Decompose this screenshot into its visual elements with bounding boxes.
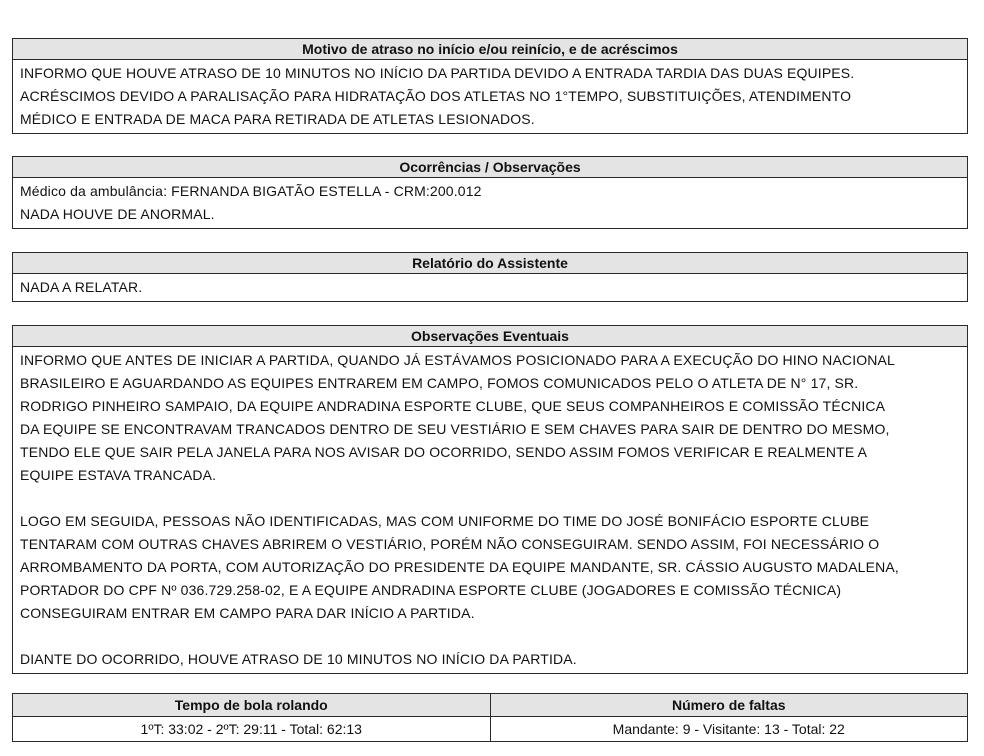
delay-reason-line: ACRÉSCIMOS DEVIDO A PARALISAÇÃO PARA HIDRATAÇÃO DOS ATLETAS NO 1°TEMPO, SUBSTITUIÇÕES, ATENDIMENTO xyxy=(20,88,852,104)
delay-reason-line: MÉDICO E ENTRADA DE MACA PARA RETIRADA DE ATLETAS LESIONADOS. xyxy=(20,111,535,127)
eventual-observations-title: Observações Eventuais xyxy=(13,326,967,347)
ball-in-play-column xyxy=(13,694,490,741)
observation-line: RODRIGO PINHEIRO SAMPAIO, DA EQUIPE ANDRADINA ESPORTE CLUBE, QUE SEUS COMPANHEIROS E COMISSÃO TÉCNICA xyxy=(20,398,886,414)
fouls-column xyxy=(490,694,968,741)
assistant-report-line: NADA A RELATAR. xyxy=(20,279,143,295)
observation-line: ARROMBAMENTO DA PORTA, COM AUTORIZAÇÃO DO PRESIDENTE DA EQUIPE MANDANTE, SR. CÁSSIO AUGUSTO MADALENA, xyxy=(20,559,899,575)
paragraph-spacer xyxy=(20,487,960,510)
assistant-report-body xyxy=(13,274,967,301)
delay-reason-body xyxy=(13,60,967,133)
occurrences-body xyxy=(13,178,967,228)
observation-line: TENDO ELE QUE SAIR PELA JANELA PARA NOS AVISAR DO OCORRIDO, SENDO ASSIM FOMOS VERIFICAR E REALMENTE A xyxy=(20,444,868,460)
occurrences-section xyxy=(12,156,968,229)
observation-line: CONSEGUIRAM ENTRAR EM CAMPO PARA DAR INÍCIO A PARTIDA. xyxy=(20,605,475,621)
delay-reason-line: INFORMO QUE HOUVE ATRASO DE 10 MINUTOS NO INÍCIO DA PARTIDA DEVIDO A ENTRADA TARDIA DAS DUAS EQUIPES. xyxy=(20,65,855,81)
delay-reason-title: Motivo de atraso no início e/ou reinício, e de acréscimos xyxy=(13,39,967,60)
fouls-title: Número de faltas xyxy=(491,694,968,717)
paragraph-spacer xyxy=(20,625,960,648)
ball-in-play-value: 1ºT: 33:02 - 2ºT: 29:11 - Total: 62:13 xyxy=(140,721,362,737)
observation-line: PORTADOR DO CPF Nº 036.729.258-02, E A EQUIPE ANDRADINA ESPORTE CLUBE (JOGADORES E COMISSÃO TÉCNICA) xyxy=(20,582,842,598)
eventual-observations-section xyxy=(12,325,968,674)
match-summary-table xyxy=(12,693,968,742)
observation-line: LOGO EM SEGUIDA, PESSOAS NÃO IDENTIFICADAS, MAS COM UNIFORME DO TIME DO JOSÉ BONIFÁCIO ESPORTE CLUBE xyxy=(20,513,870,529)
delay-reason-section xyxy=(12,38,968,134)
fouls-value: Mandante: 9 - Visitante: 13 - Total: 22 xyxy=(612,721,845,737)
occurrences-title: Ocorrências / Observações xyxy=(13,157,967,178)
ball-in-play-title: Tempo de bola rolando xyxy=(13,694,490,717)
observation-line: EQUIPE ESTAVA TRANCADA. xyxy=(20,467,217,483)
observation-line: DA EQUIPE SE ENCONTRAVAM TRANCADOS DENTRO DE SEU VESTIÁRIO E SEM CHAVES PARA SAIR DE DENTRO DO MESMO, xyxy=(20,421,890,437)
observation-line: INFORMO QUE ANTES DE INICIAR A PARTIDA, QUANDO JÁ ESTÁVAMOS POSICIONADO PARA A EXECUÇÃO DO HINO NACIONAL xyxy=(20,352,895,368)
observation-line: TENTARAM COM OUTRAS CHAVES ABRIREM O VESTIÁRIO, PORÉM NÃO CONSEGUIRAM. SENDO ASSIM, FOI NECESSÁRIO O xyxy=(20,536,880,552)
assistant-report-section xyxy=(12,252,968,302)
observation-line: BRASILEIRO E AGUARDANDO AS EQUIPES ENTRAREM EM CAMPO, FOMOS COMUNICADOS PELO O ATLETA DE N° 17, SR. xyxy=(20,375,859,391)
assistant-report-title: Relatório do Assistente xyxy=(13,253,967,274)
observation-line: DIANTE DO OCORRIDO, HOUVE ATRASO DE 10 MINUTOS NO INÍCIO DA PARTIDA. xyxy=(20,651,577,667)
occurrences-line: Médico da ambulância: FERNANDA BIGATÃO ESTELLA - CRM:200.012 xyxy=(20,183,482,199)
eventual-observations-body xyxy=(13,347,967,673)
occurrences-line: NADA HOUVE DE ANORMAL. xyxy=(20,206,215,222)
